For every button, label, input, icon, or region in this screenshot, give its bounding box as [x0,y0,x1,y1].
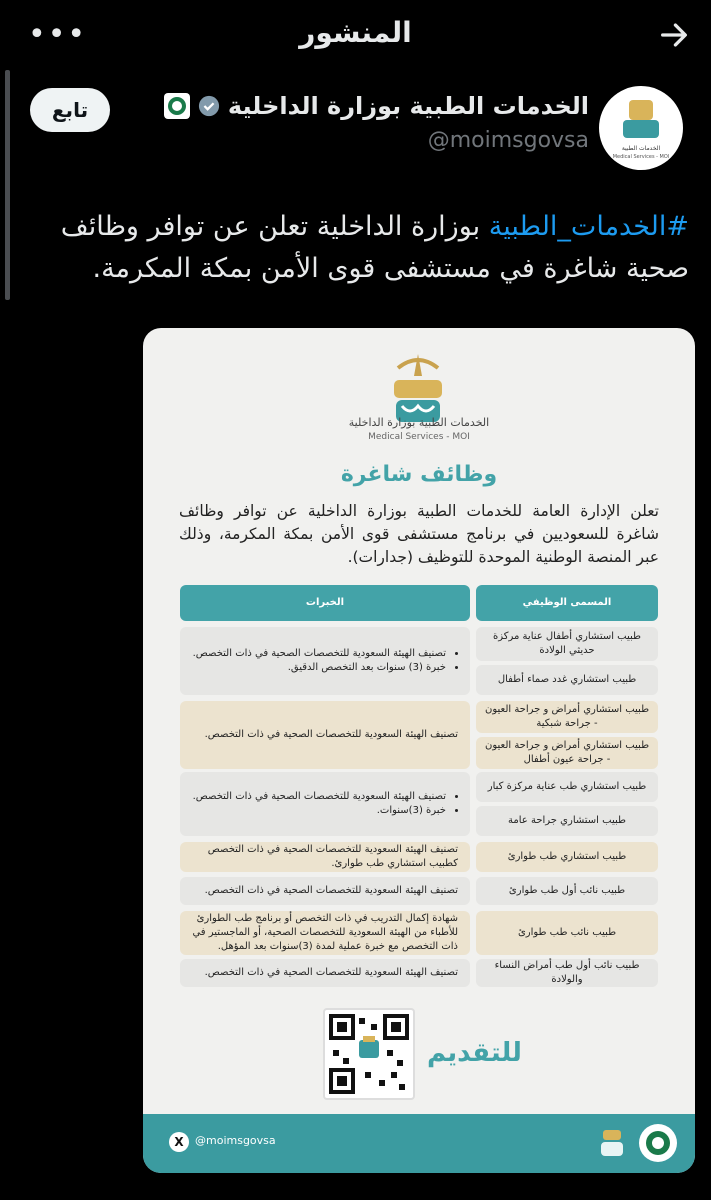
apply-label: للتقديم [427,1038,522,1068]
footer-handle: @moimsgovsa [195,1134,276,1147]
experience-cell [180,627,470,695]
government-org-icon [164,93,190,119]
verified-badge-icon [198,95,220,117]
svg-text:الخدمات الطبية: الخدمات الطبية [621,145,661,152]
page-title: المنشور [299,16,412,49]
job-cell: طبيب نائب طب طوارئ [476,911,658,955]
job-cell: طبيب استشاري أطفال عناية مركزة حديثي الولادة [476,627,658,661]
job-cell: طبيب نائب أول طب طوارئ [476,877,658,905]
thread-line [5,70,10,300]
top-bar [0,0,711,70]
experience-cell: شهادة إكمال التدريب في ذات التخصص أو برنامج طب الطوارئ للأطباء من الهيئة السعودية للتخصصات الصحية، أو الماجستير في ذات التخصص مع خبرة عملية لمدة (3)سنوات بعد المؤهل. [180,911,470,955]
experience-item: • تصنيف الهيئة السعودية للتخصصات الصحية في ذات التخصص. [193,647,446,661]
account-name[interactable]: الخدمات الطبية بوزارة الداخلية [227,92,589,120]
tweet-text [29,206,689,290]
experience-item: • خبرة (3)سنوات. [193,804,446,818]
experience-cell: تصنيف الهيئة السعودية للتخصصات الصحية في ذات التخصص كطبيب استشاري طب طوارئ. [180,842,470,872]
job-cell: طبيب استشاري طب عناية مركزة كبار [476,772,658,802]
tweet-image[interactable] [143,328,695,1173]
job-cell: طبيب استشاري جراحة عامة [476,806,658,836]
logo-arabic-text: الخدمات الطبية بوزارة الداخلية [348,416,490,429]
avatar[interactable] [599,86,683,170]
hashtag-link[interactable]: #الخدمات_الطبية [488,211,689,242]
back-arrow-icon[interactable] [657,18,691,52]
svg-text:Medical Services - MOI: Medical Services - MOI [612,154,670,160]
column-header-experience: الخبرات [180,585,470,621]
job-cell: طبيب استشاري أمراض و جراحة العيون - جراحة عيون أطفال [476,737,658,769]
job-cell: طبيب استشاري طب طوارئ [476,842,658,872]
account-handle: @moimsgovsa [427,128,589,153]
card-intro: تعلن الإدارة العامة للخدمات الطبية بوزارة الداخلية عن توافر وظائف شاغرة للسعوديين في برنامج مستشفى قوى الأمن بمكة المكرمة، وذلك عبر المنصة الوطنية الموحدة للتوظيف (جدارات). [179,502,659,566]
job-cell: طبيب استشاري غدد صماء أطفال [476,665,658,695]
account-name-row [164,92,589,120]
job-cell: طبيب استشاري أمراض و جراحة العيون - جراحة شبكية [476,701,658,733]
experience-cell: تصنيف الهيئة السعودية للتخصصات الصحية في ذات التخصص. [180,701,470,769]
card-footer [143,1114,695,1173]
experience-item: • تصنيف الهيئة السعودية للتخصصات الصحية في ذات التخصص. [193,790,446,804]
experience-item: • خبرة (3) سنوات بعد التخصص الدقيق. [193,661,446,675]
tweet-body: بوزارة الداخلية تعلن عن توافر وظائف صحية شاغرة في مستشفى قوى الأمن بمكة المكرمة. [60,211,689,284]
qr-code-icon [323,1008,415,1100]
job-cell: طبيب نائب أول طب أمراض النساء والولادة [476,959,658,987]
follow-button[interactable]: تابع [30,88,110,132]
experience-cell: تصنيف الهيئة السعودية للتخصصات الصحية في ذات التخصص. [180,959,470,987]
x-logo-icon: X [169,1132,189,1152]
moi-emblem-icon [639,1124,677,1162]
column-header-job: المسمى الوظيفي [476,585,658,621]
logo-english-text: Medical Services - MOI [368,432,470,442]
card-title: وظائف شاغرة [340,462,498,487]
medical-services-small-logo [593,1124,631,1162]
experience-cell [180,772,470,836]
experience-cell: تصنيف الهيئة السعودية للتخصصات الصحية في ذات التخصص. [180,877,470,905]
more-options-icon[interactable]: ••• [28,17,88,52]
